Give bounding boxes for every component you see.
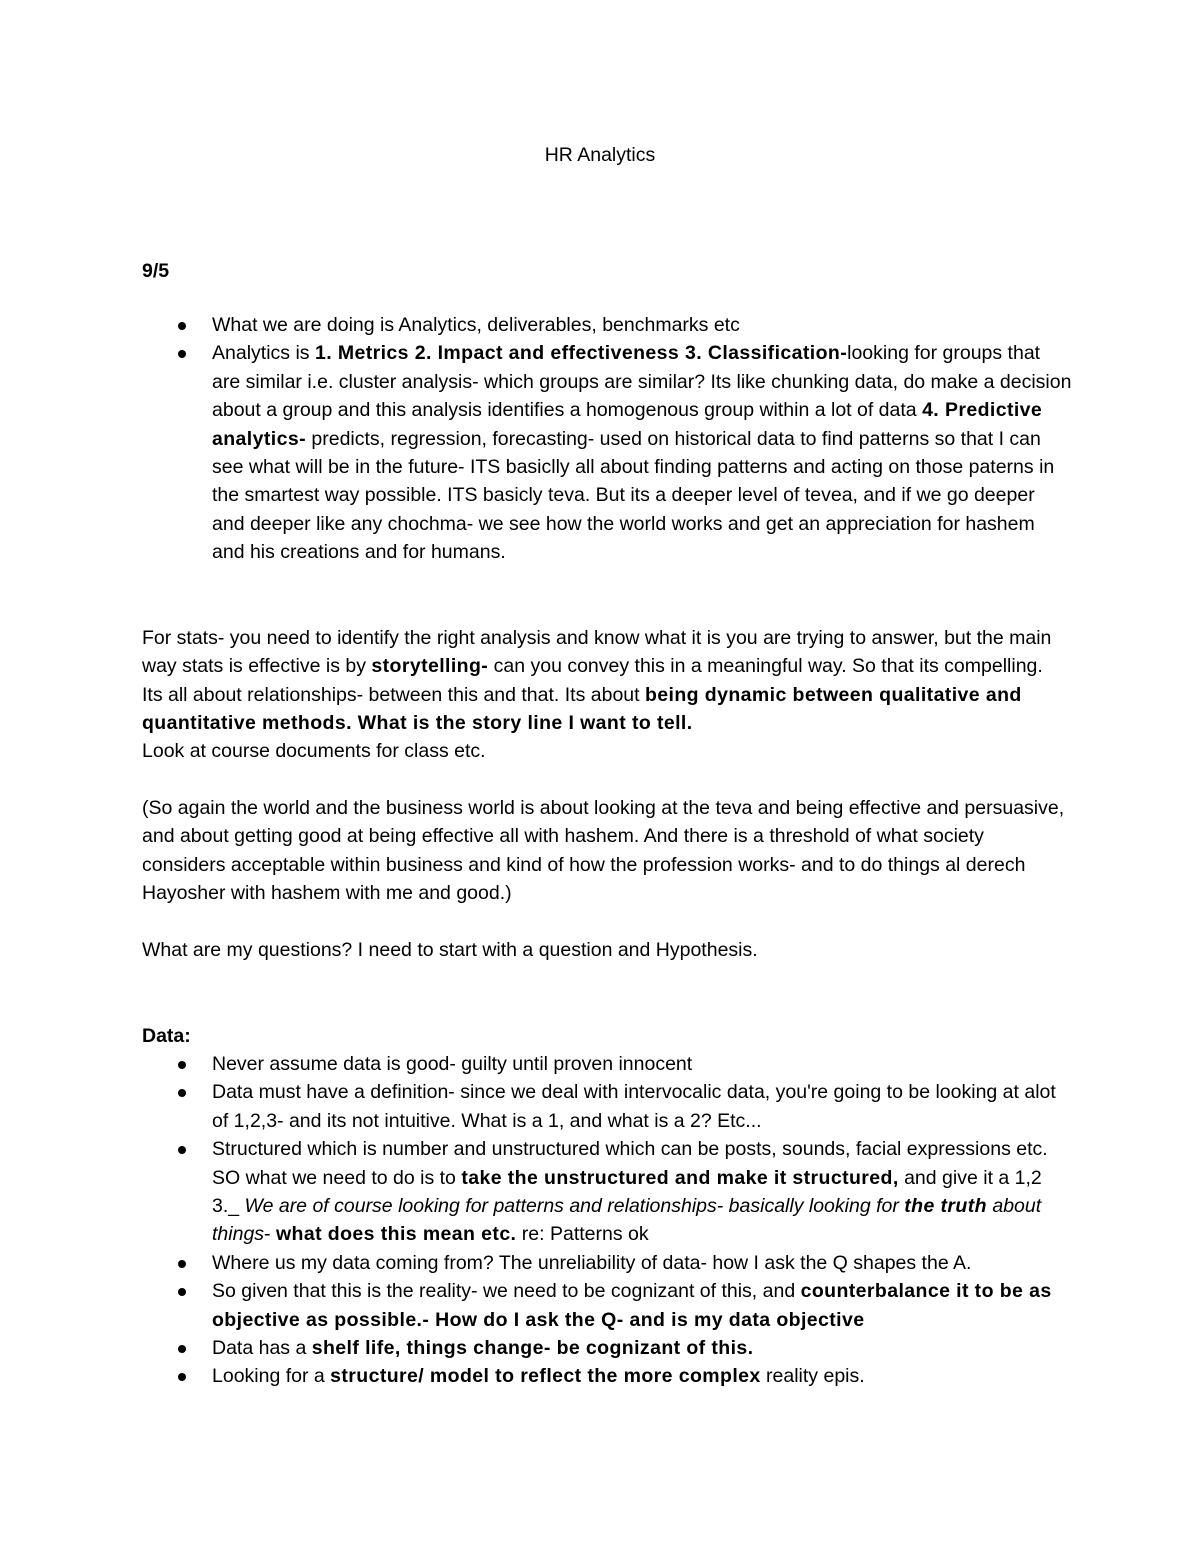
list-item	[212, 1277, 1072, 1334]
list-item	[212, 1050, 1072, 1078]
italic-run: about things	[212, 1195, 1042, 1246]
bold-run: 4. Predictive analytics-	[212, 399, 1043, 450]
bold-run: structure/ model to reflect the more complex	[330, 1365, 761, 1388]
bold-run: counterbalance it to be as objective as possible.- How do I ask the Q- and is my data objective	[212, 1280, 1052, 1331]
text-run: Analytics is	[212, 342, 315, 365]
course-documents-line: Look at course documents for class etc.	[142, 740, 486, 762]
text-run: Never assume data is good- guilty until proven innocent	[212, 1053, 693, 1075]
text-run: re: Patterns ok	[516, 1223, 649, 1246]
bold-run: 1. Metrics 2. Impact and effectiveness 3. Classification-	[314, 342, 848, 365]
text-run: and give it a 1,2 3._	[212, 1166, 1042, 1218]
text-run: For stats- you need to identify the right analysis and know what it is you are trying to answer, but the main way stats is effective is by	[142, 627, 1052, 678]
stats-paragraph	[142, 624, 1067, 738]
text-run: Looking for a	[212, 1365, 331, 1388]
text-run: Data has a	[212, 1337, 312, 1360]
text-run: looking for groups that are similar i.e. cluster analysis- which groups are similar? Its like chunking data, do make a decision about a group and this analysis identifies a homogenous group within a lot of data	[212, 342, 1072, 422]
data-heading: Data:	[142, 1025, 191, 1047]
italic-run: We are of course looking for patterns and relationships- basically looking for	[244, 1195, 905, 1218]
bold-run: what does this mean etc.	[275, 1223, 517, 1246]
text-run: -	[264, 1223, 276, 1246]
bold-run: shelf life, things change- be cognizant of this.	[311, 1337, 754, 1360]
list-item: What we are doing is Analytics, deliverables, benchmarks etc	[212, 311, 1072, 339]
text-run: So given that this is the reality- we need to be cognizant of this, and	[212, 1280, 801, 1303]
data-bullet-list	[212, 1050, 1072, 1391]
list-item	[212, 339, 1072, 566]
text-run: Where us my data coming from? The unreliability of data- how I ask the Q shapes the A.	[212, 1251, 972, 1274]
list-item	[212, 1078, 1072, 1135]
list-item	[212, 1362, 1072, 1390]
bold-italic-run: the truth	[904, 1195, 987, 1218]
bold-run: being dynamic between qualitative and quantitative methods. What is the story line I want to tell.	[142, 683, 1022, 735]
text-run: Data must have a definition- since we deal with intervocalic data, you're going to be looking at alot of 1,2,3- and its not intuitive. What is a 1, and what is a 2? Etc...	[212, 1081, 1056, 1132]
list-item	[212, 1249, 1072, 1277]
text-run: predicts, regression, forecasting- used on historical data to find patterns so that I can see what will be in the future- ITS basiclly all about finding patterns and acting on those paterns in the smartest way possible. ITS basicly teva. But its a deeper level of tevea, and if we go deeper and deeper like any chochma- we see how the world works and get an appreciation for hashem and his creations and for humans.	[212, 427, 1055, 564]
bold-run: storytelling-	[371, 655, 489, 678]
document-title: HR Analytics	[544, 144, 656, 166]
text-run: reality epis.	[760, 1365, 865, 1388]
list-item	[212, 1135, 1072, 1249]
list-item	[212, 1334, 1072, 1362]
date-heading: 9/5	[142, 260, 170, 282]
intro-bullet-list	[212, 311, 1072, 567]
text-run: Structured which is number and unstructured which can be posts, sounds, facial expressions etc. SO what we need to do is to	[212, 1138, 1048, 1189]
questions-line: What are my questions? I need to start with a question and Hypothesis.	[142, 939, 758, 961]
bold-run: take the unstructured and make it structured,	[461, 1166, 899, 1189]
text-run: can you convey this in a meaningful way. So that its compelling. Its all about relationships- between this and that. Its about	[142, 655, 1043, 706]
teva-paragraph: (So again the world and the business world is about looking at the teva and being effective and persuasive, and about getting good at being effective all with hashem. And there is a threshold of what society considers acceptable within business and kind of how the profession works- and to do things al derech Hayosher with hashem with me and good.)	[142, 797, 1065, 905]
